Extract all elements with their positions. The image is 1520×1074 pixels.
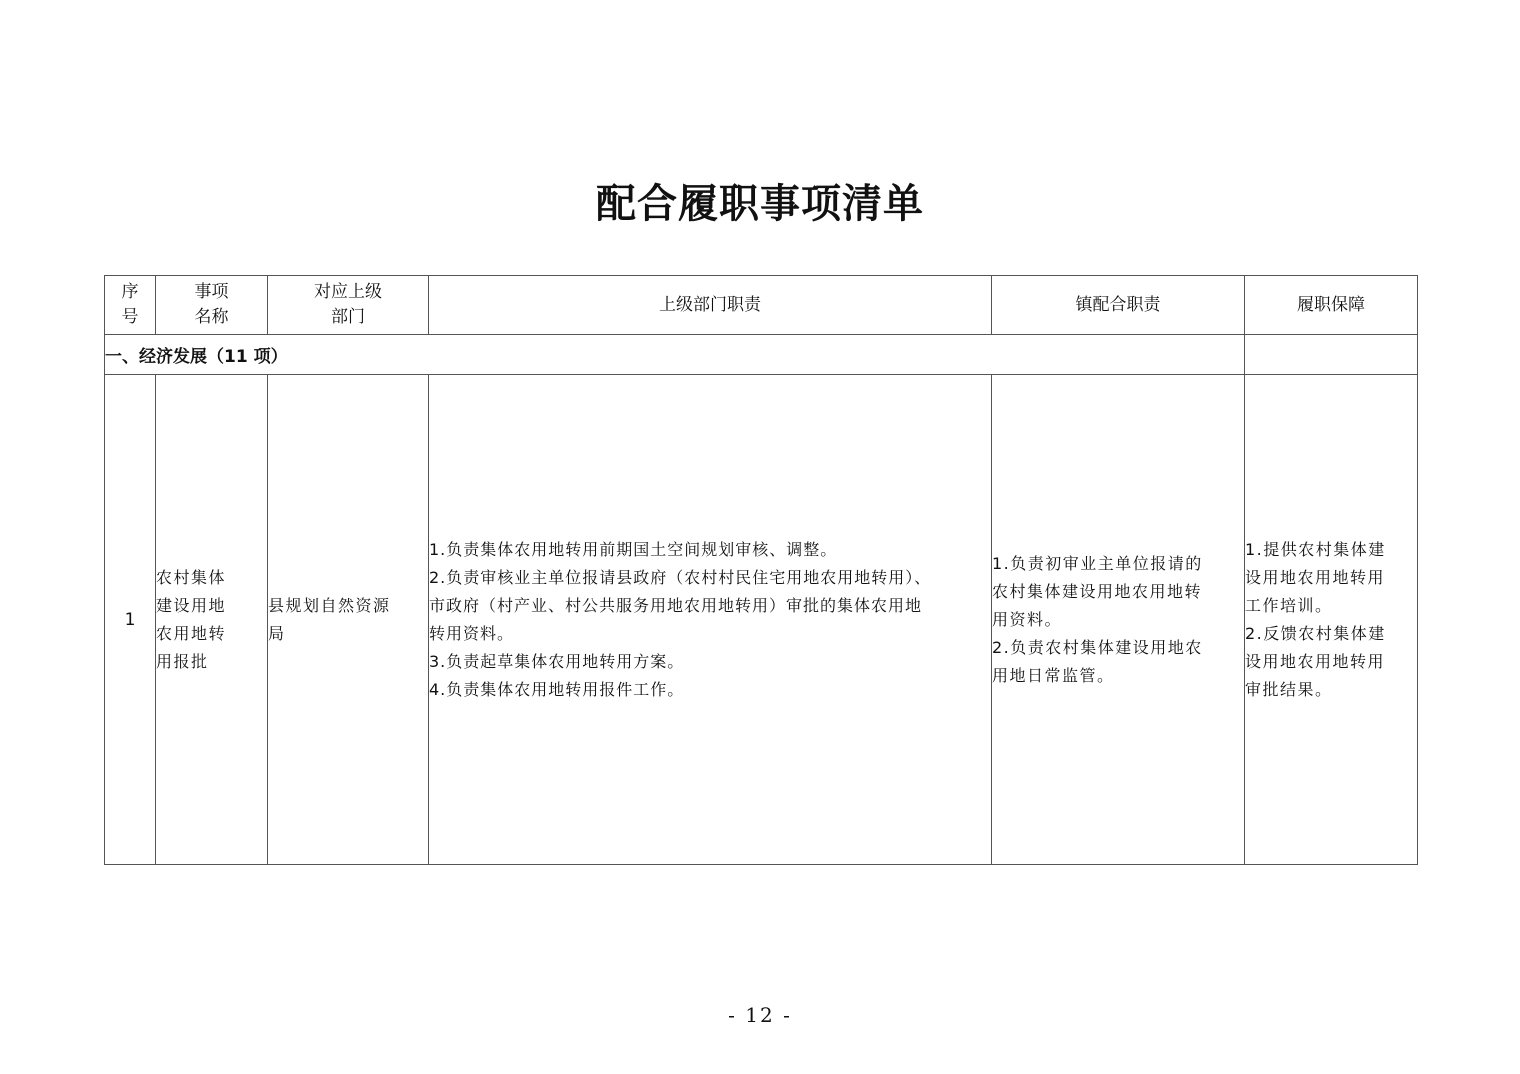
table-header-row: [105, 276, 1418, 335]
guarantee-line: 设用地农用地转用: [1245, 651, 1386, 671]
superior-duty-line: 转用资料。: [429, 623, 515, 643]
section-label: 一、经济发展（11 项）: [105, 335, 1245, 375]
guarantee-line: 2.反馈农村集体建: [1245, 623, 1386, 643]
row-seq: 1: [105, 375, 156, 865]
header-guarantee: 履职保障: [1245, 276, 1418, 335]
guarantee-line: 审批结果。: [1245, 679, 1333, 699]
section-row: [105, 335, 1418, 375]
superior-dept-line: 局: [268, 623, 286, 643]
superior-duty-line: 市政府（村产业、村公共服务用地农用地转用）审批的集体农用地: [429, 595, 923, 615]
superior-duty-line: 4.负责集体农用地转用报件工作。: [429, 679, 685, 699]
item-name-line: 用报批: [156, 651, 209, 671]
item-name-line: 农村集体: [156, 567, 227, 587]
header-town-duties: 镇配合职责: [992, 276, 1245, 335]
row-item-name: [156, 375, 268, 865]
town-duty-line: 农村集体建设用地农用地转: [992, 581, 1203, 601]
superior-duty-line: 1.负责集体农用地转用前期国土空间规划审核、调整。: [429, 539, 838, 559]
row-superior-duties: [429, 375, 992, 865]
town-duty-line: 2.负责农村集体建设用地农: [992, 637, 1203, 657]
superior-duty-line: 2.负责审核业主单位报请县政府（农村村民住宅用地农用地转用）、: [429, 567, 932, 587]
duty-table: [104, 275, 1418, 865]
item-name-line: 建设用地: [156, 595, 227, 615]
section-empty-cell: [1245, 335, 1418, 375]
header-superior-duties: 上级部门职责: [429, 276, 992, 335]
row-guarantee: [1245, 375, 1418, 865]
superior-duty-line: 3.负责起草集体农用地转用方案。: [429, 651, 685, 671]
guarantee-line: 设用地农用地转用: [1245, 567, 1386, 587]
header-superior-dept: 对应上级 部门: [268, 276, 429, 335]
town-duty-line: 用地日常监管。: [992, 665, 1115, 685]
superior-dept-line: 县规划自然资源: [268, 595, 391, 615]
item-name-line: 农用地转: [156, 623, 227, 643]
page-number: - 12 -: [728, 1003, 792, 1027]
header-item-name: 事项 名称: [156, 276, 268, 335]
guarantee-line: 工作培训。: [1245, 595, 1333, 615]
town-duty-line: 用资料。: [992, 609, 1063, 629]
guarantee-line: 1.提供农村集体建: [1245, 539, 1386, 559]
row-superior-dept: [268, 375, 429, 865]
table-row: [105, 375, 1418, 865]
town-duty-line: 1.负责初审业主单位报请的: [992, 553, 1203, 573]
row-town-duties: [992, 375, 1245, 865]
document-title: 配合履职事项清单: [596, 180, 924, 227]
header-seq: 序 号: [105, 276, 156, 335]
